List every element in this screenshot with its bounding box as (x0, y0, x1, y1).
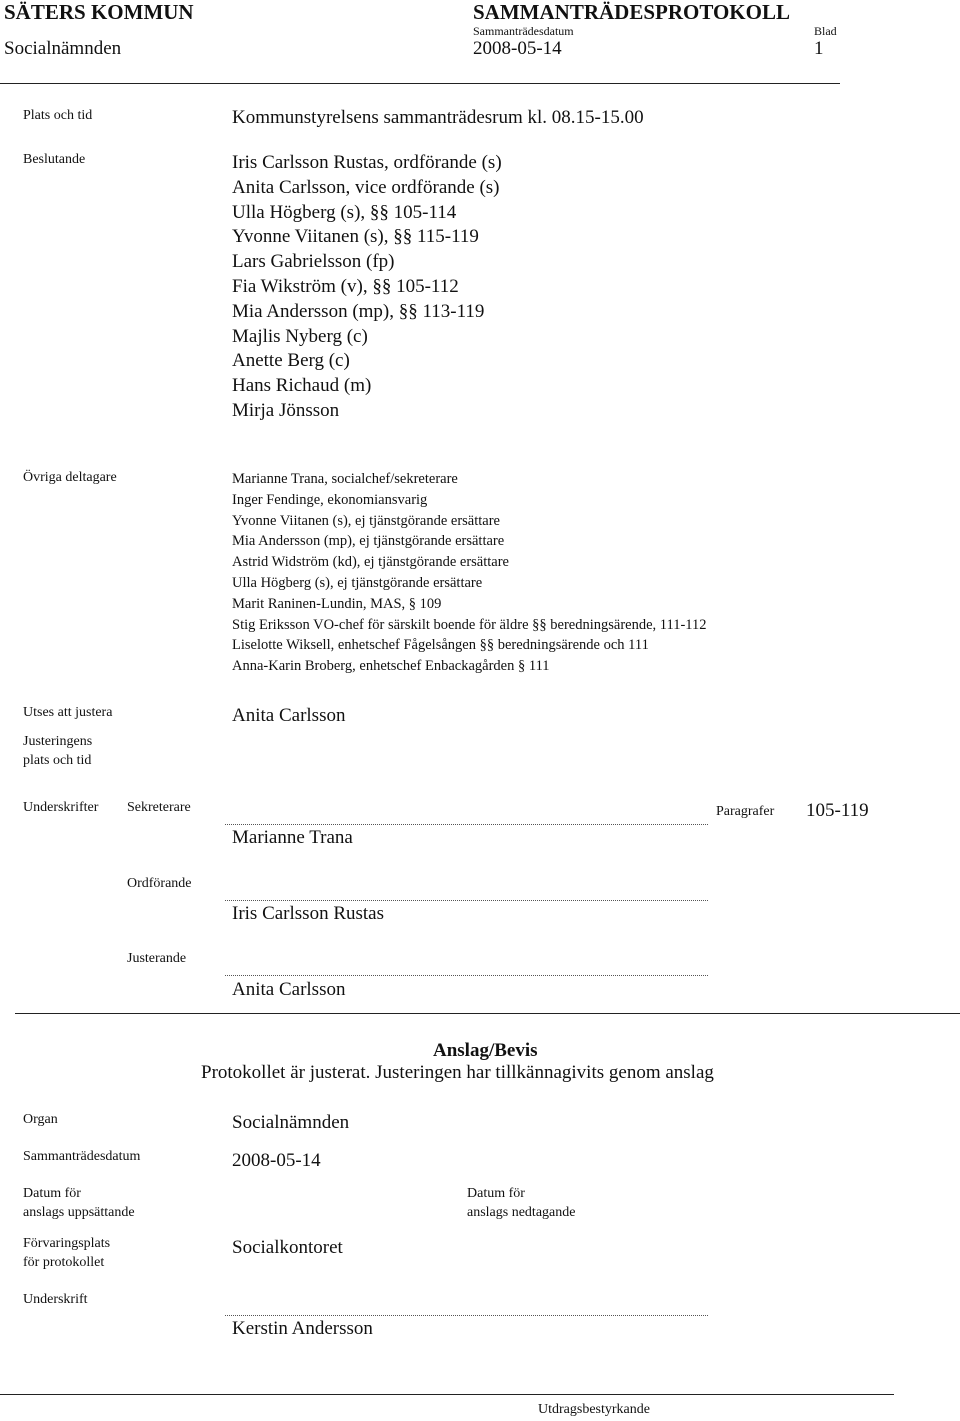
list-item: Ulla Högberg (s), §§ 105-114 (232, 201, 457, 223)
notice-signature-line (225, 1315, 708, 1316)
list-item: Anna-Karin Broberg, enhetschef Enbackagården § 111 (232, 658, 550, 675)
certified-label: Utdragsbestyrkande (538, 1402, 650, 1417)
document-title: SAMMANTRÄDESPROTOKOLL (473, 0, 790, 24)
paragraphs-label: Paragrafer (716, 804, 775, 819)
signature-name: Kerstin Andersson (232, 1318, 373, 1339)
list-item: Anita Carlsson, vice ordförande (s) (232, 176, 500, 198)
organ-label: Organ (23, 1112, 58, 1127)
meeting-date-label: Sammanträdesdatum (473, 24, 574, 38)
list-item: Fia Wikström (v), §§ 105-112 (232, 275, 459, 297)
list-item: Mia Andersson (mp), ej tjänstgörande ersättare (232, 533, 505, 550)
secretary-name: Marianne Trana (232, 827, 353, 848)
list-item: Astrid Widström (kd), ej tjänstgörande ersättare (232, 554, 509, 571)
notice-date-value: 2008-05-14 (232, 1150, 321, 1171)
deciding-list (232, 151, 502, 424)
list-item: Ulla Högberg (s), ej tjänstgörande ersättare (232, 574, 483, 591)
adjust-place-label-line2: plats och tid (23, 753, 92, 768)
storage-label-line2: för protokollet (23, 1255, 105, 1270)
notice-date-label: Sammanträdesdatum (23, 1149, 141, 1164)
chair-name: Iris Carlsson Rustas (232, 903, 384, 924)
deciding-label: Beslutande (23, 152, 86, 167)
list-item: Anette Berg (c) (232, 350, 350, 372)
posted-date-label-line2: anslags uppsättande (23, 1205, 135, 1220)
others-list (232, 469, 706, 677)
list-item: Inger Fendinge, ekonomiansvarig (232, 491, 428, 508)
storage-label-line1: Förvaringsplats (23, 1236, 111, 1251)
adjust-place-label-line1: Justeringens (23, 734, 93, 749)
page-label: Blad (814, 24, 837, 38)
removed-date-label-line1: Datum för (467, 1186, 525, 1201)
secretary-signature-line (225, 824, 708, 825)
adjuster-label: Utses att justera (23, 705, 113, 720)
list-item: Lars Gabrielsson (fp) (232, 251, 395, 273)
posted-date-label-line1: Datum för (23, 1186, 81, 1201)
list-item: Mirja Jönsson (232, 399, 340, 421)
list-item: Yvonne Viitanen (s), ej tjänstgörande ersättare (232, 512, 500, 529)
list-item: Stig Eriksson VO-chef för särskilt boende för äldre §§ beredningsärende, 111-112 (232, 616, 707, 633)
removed-date-label-line2: anslags nedtagande (467, 1205, 576, 1220)
storage-value: Socialkontoret (232, 1237, 343, 1258)
chair-signature-line (225, 900, 708, 901)
place-time-value: Kommunstyrelsens sammanträdesrum kl. 08.15-15.00 (232, 107, 644, 128)
adjuster-value: Anita Carlsson (232, 705, 346, 726)
header-rule (0, 83, 840, 84)
notice-title: Anslag/Bevis (433, 1040, 538, 1061)
notice-text: Protokollet är justerat. Justeringen har tillkännagivits genom anslag (201, 1062, 714, 1083)
adjusting-signature-line (225, 975, 708, 976)
signatures-label: Underskrifter (23, 800, 99, 815)
list-item: Marit Raninen-Lundin, MAS, § 109 (232, 595, 442, 612)
section-rule (15, 1013, 960, 1014)
paragraphs-value: 105-119 (806, 800, 869, 821)
others-label: Övriga deltagare (23, 470, 117, 485)
list-item: Liselotte Wiksell, enhetschef Fågelsången §§ beredningsärende och 111 (232, 637, 649, 654)
list-item: Marianne Trana, socialchef/sekreterare (232, 471, 458, 487)
chair-label: Ordförande (127, 876, 192, 891)
list-item: Hans Richaud (m) (232, 375, 372, 397)
list-item: Mia Andersson (mp), §§ 113-119 (232, 300, 485, 322)
footer-rule (0, 1394, 894, 1395)
signature-label: Underskrift (23, 1292, 88, 1307)
adjusting-label: Justerande (127, 951, 187, 966)
place-time-label: Plats och tid (23, 108, 93, 123)
meeting-date: 2008-05-14 (473, 38, 562, 59)
board-name: Socialnämnden (4, 38, 122, 59)
secretary-label: Sekreterare (127, 800, 191, 815)
municipality-name: SÄTERS KOMMUN (4, 0, 194, 24)
adjusting-name: Anita Carlsson (232, 979, 346, 1000)
organ-value: Socialnämnden (232, 1112, 350, 1133)
list-item: Majlis Nyberg (c) (232, 325, 368, 347)
page-number: 1 (814, 38, 824, 59)
list-item: Yvonne Viitanen (s), §§ 115-119 (232, 226, 479, 248)
list-item: Iris Carlsson Rustas, ordförande (s) (232, 152, 502, 173)
